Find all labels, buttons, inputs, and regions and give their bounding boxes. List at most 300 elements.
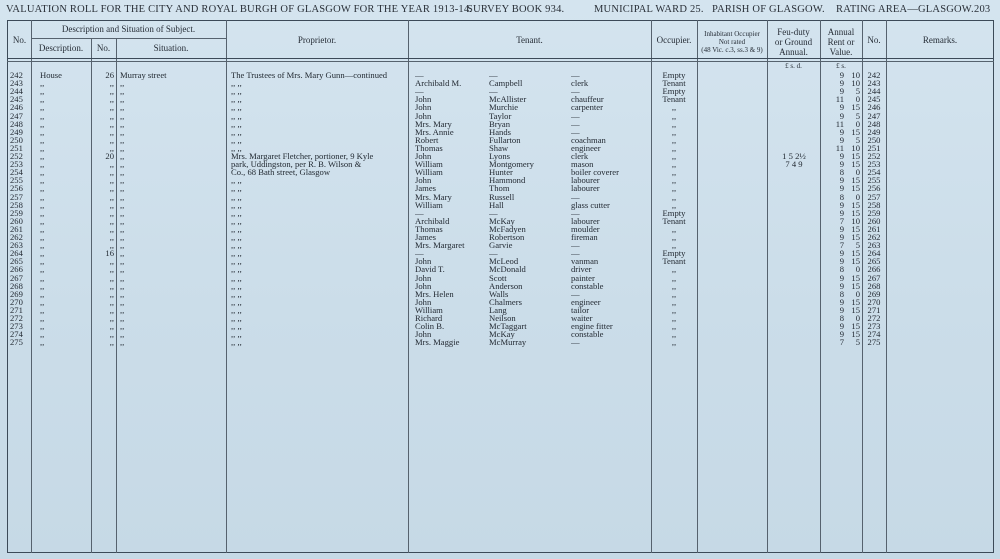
- row-sub-no: ,,: [109, 273, 114, 283]
- row-proprietor: ,, ,,: [231, 257, 242, 267]
- row-occupier-status: ,,: [671, 273, 677, 283]
- row-tenant-last: Russell: [489, 192, 515, 202]
- row-occupation: labourer: [571, 176, 600, 186]
- row-tenant-first: John: [415, 95, 432, 105]
- row-occupation: —: [571, 111, 580, 121]
- row-rent-pounds: 9: [839, 103, 844, 113]
- row-situation: ,,: [120, 241, 125, 251]
- row-no: 259: [10, 208, 23, 218]
- row-occupation: engine fitter: [571, 322, 613, 332]
- row-no: 271: [10, 305, 23, 315]
- row-occupier-status: ,,: [671, 103, 677, 113]
- row-description: ,,: [40, 241, 45, 251]
- row-rent-shillings: 15: [851, 152, 860, 161]
- row-occupier-status: ,,: [671, 241, 677, 251]
- row-proprietor: ,, ,,: [231, 330, 242, 340]
- row-tenant-first: John: [415, 297, 432, 307]
- row-description: ,,: [40, 322, 45, 332]
- row-tenant-first: —: [415, 71, 424, 80]
- row-no-right: 255: [867, 176, 881, 186]
- row-rent-shillings: 5: [855, 241, 860, 251]
- row-proprietor: ,, ,,: [231, 281, 242, 291]
- row-proprietor: Co., 68 Bath street, Glasgow: [231, 168, 331, 178]
- row-occupier-status: ,,: [671, 184, 677, 194]
- row-proprietor: ,, ,,: [231, 119, 242, 129]
- row-sub-no: ,,: [109, 127, 114, 137]
- row-rent-pounds: 11: [835, 95, 844, 105]
- row-occupation: driver: [571, 265, 592, 275]
- row-no-right: 258: [867, 200, 881, 210]
- rule: [408, 20, 409, 553]
- row-tenant-first: Richard: [415, 314, 443, 323]
- row-tenant-last: Hunter: [489, 168, 513, 178]
- row-occupation: —: [571, 127, 580, 137]
- row-no-right: 259: [867, 208, 881, 218]
- row-tenant-last: Neilson: [489, 314, 516, 323]
- row-tenant-last: —: [489, 249, 498, 259]
- row-rent-shillings: 5: [855, 338, 860, 348]
- row-situation: ,,: [120, 119, 125, 129]
- row-tenant-first: William: [415, 305, 443, 315]
- row-situation: ,,: [120, 127, 125, 137]
- col-no: No.: [12, 35, 27, 45]
- row-proprietor: ,, ,,: [231, 249, 242, 259]
- row-occupier-status: ,,: [671, 322, 677, 332]
- row-description: House: [40, 71, 62, 80]
- row-description: ,,: [40, 314, 45, 323]
- row-rent-pounds: 8: [839, 314, 844, 323]
- row-rent-pounds: 9: [839, 257, 844, 267]
- row-proprietor: ,, ,,: [231, 127, 242, 137]
- row-proprietor: ,, ,,: [231, 241, 242, 251]
- row-occupation: chauffeur: [571, 95, 604, 105]
- row-description: ,,: [40, 233, 45, 242]
- col-rent-1: Annual: [827, 27, 855, 37]
- row-rent-shillings: 15: [851, 200, 860, 210]
- row-no-right: 244: [867, 87, 881, 97]
- row-occupier-status: ,,: [671, 135, 677, 145]
- row-description: ,,: [40, 127, 45, 137]
- row-occupier-status: ,,: [671, 289, 677, 299]
- row-no: 251: [10, 143, 23, 153]
- row-proprietor: ,, ,,: [231, 135, 242, 145]
- row-tenant-last: Garvie: [489, 241, 513, 251]
- row-proprietor: ,, ,,: [231, 87, 242, 97]
- row-situation: ,,: [120, 143, 125, 153]
- row-occupation: constable: [571, 330, 604, 340]
- row-occupier-status: ,,: [671, 152, 677, 161]
- row-occupier-status: ,,: [671, 111, 677, 121]
- row-tenant-first: John: [415, 281, 432, 291]
- row-tenant-first: John: [415, 111, 432, 121]
- row-tenant-first: Robert: [415, 135, 439, 145]
- row-description: ,,: [40, 176, 45, 186]
- row-rent-pounds: 9: [839, 79, 844, 89]
- survey-book: SURVEY BOOK 934.: [467, 4, 565, 15]
- row-rent-pounds: 7: [839, 216, 844, 226]
- row-tenant-last: Hall: [489, 200, 504, 210]
- row-sub-no: ,,: [109, 111, 114, 121]
- col-sub-no: No.: [96, 43, 111, 53]
- row-sub-no: ,,: [109, 216, 114, 226]
- row-no: 244: [10, 87, 23, 97]
- row-sub-no: ,,: [109, 135, 114, 145]
- row-rent-pounds: 9: [839, 297, 844, 307]
- row-proprietor: park, Uddingston, per R. B. Wilson &: [231, 160, 362, 170]
- row-rent-pounds: 8: [839, 265, 844, 275]
- row-situation: ,,: [120, 103, 125, 113]
- row-proprietor: ,, ,,: [231, 143, 242, 153]
- row-no-right: 247: [867, 111, 881, 121]
- row-sub-no: 16: [105, 249, 114, 259]
- row-sub-no: ,,: [109, 305, 114, 315]
- row-proprietor: ,, ,,: [231, 111, 242, 121]
- col-occupier: Occupier.: [656, 35, 692, 45]
- row-proprietor: The Trustees of Mrs. Mary Gunn—continued: [231, 71, 388, 80]
- row-occupation: engineer: [571, 297, 601, 307]
- row-occupier-status: ,,: [671, 330, 677, 340]
- rule: [697, 20, 698, 553]
- row-no: 258: [10, 200, 23, 210]
- row-situation: ,,: [120, 273, 125, 283]
- row-proprietor: ,, ,,: [231, 95, 242, 105]
- row-rent-shillings: 10: [851, 79, 860, 89]
- row-occupier-status: Empty: [662, 87, 686, 97]
- row-tenant-last: Shaw: [489, 143, 509, 153]
- row-proprietor: ,, ,,: [231, 322, 242, 332]
- row-tenant-last: Robertson: [489, 233, 525, 242]
- row-sub-no: ,,: [109, 241, 114, 251]
- row-tenant-last: Lyons: [489, 152, 511, 161]
- row-occupation: —: [571, 338, 580, 348]
- row-situation: ,,: [120, 208, 125, 218]
- row-occupation: clerk: [571, 79, 589, 89]
- row-no-right: 272: [867, 314, 881, 323]
- row-tenant-first: —: [415, 87, 424, 97]
- row-proprietor: ,, ,,: [231, 184, 242, 194]
- row-no: 256: [10, 184, 23, 194]
- row-description: ,,: [40, 111, 45, 121]
- row-tenant-first: William: [415, 168, 443, 178]
- col-no-right: No.: [867, 35, 881, 45]
- row-situation: ,,: [120, 200, 125, 210]
- row-occupier-status: ,,: [671, 176, 677, 186]
- row-sub-no: ,,: [109, 119, 114, 129]
- rule: [116, 38, 117, 553]
- row-occupier-status: ,,: [671, 281, 677, 291]
- row-rent-shillings: 15: [851, 257, 860, 267]
- row-no: 275: [10, 338, 23, 348]
- row-no-right: 248: [867, 119, 881, 129]
- row-sub-no: ,,: [109, 184, 114, 194]
- row-rent-shillings: 15: [851, 281, 860, 291]
- row-rent-shillings: 5: [855, 87, 860, 97]
- row-occupation: waiter: [571, 314, 593, 323]
- row-description: ,,: [40, 87, 45, 97]
- row-description: ,,: [40, 192, 45, 202]
- col-tenant: Tenant.: [516, 35, 543, 45]
- row-occupier-status: ,,: [671, 160, 677, 170]
- row-no-right: 256: [867, 184, 881, 194]
- row-sub-no: ,,: [109, 87, 114, 97]
- row-tenant-last: McDonald: [489, 265, 526, 275]
- row-situation: ,,: [120, 265, 125, 275]
- row-tenant-last: Anderson: [489, 281, 523, 291]
- row-sub-no: ,,: [109, 168, 114, 178]
- row-no-right: 268: [867, 281, 881, 291]
- row-no: 246: [10, 103, 23, 113]
- row-no: 248: [10, 119, 23, 129]
- rule: [226, 20, 227, 553]
- col-feu-2: or Ground: [774, 37, 813, 47]
- col-proprietor: Proprietor.: [297, 35, 337, 45]
- row-sub-no: ,,: [109, 330, 114, 340]
- parish: PARISH OF GLASGOW.: [712, 4, 825, 15]
- row-sub-no: ,,: [109, 257, 114, 267]
- row-occupation: clerk: [571, 152, 589, 161]
- row-no: 264: [10, 249, 23, 259]
- rule: [767, 20, 768, 553]
- row-rent-shillings: 15: [851, 249, 860, 259]
- col-description: Description.: [38, 43, 84, 53]
- row-tenant-last: Thom: [489, 184, 510, 194]
- row-description: ,,: [40, 289, 45, 299]
- row-rent-shillings: 0: [855, 168, 860, 178]
- row-tenant-last: McKay: [489, 330, 515, 340]
- row-situation: ,,: [120, 160, 125, 170]
- row-proprietor: ,, ,,: [231, 200, 242, 210]
- row-rent-shillings: 15: [851, 184, 860, 194]
- row-situation: ,,: [120, 168, 125, 178]
- row-tenant-first: William: [415, 200, 443, 210]
- row-situation: ,,: [120, 289, 125, 299]
- row-rent-pounds: 9: [839, 184, 844, 194]
- rule: [31, 38, 226, 39]
- row-situation: Murray street: [120, 71, 167, 80]
- row-tenant-first: —: [415, 208, 424, 218]
- col-inhabitant-1: Inhabitant Occupier: [704, 30, 760, 38]
- row-no: 261: [10, 224, 23, 234]
- row-occupation: —: [571, 192, 580, 202]
- row-proprietor: ,, ,,: [231, 216, 242, 226]
- row-sub-no: ,,: [109, 224, 114, 234]
- page-number: 203: [974, 4, 991, 15]
- row-proprietor: Mrs. Margaret Fletcher, portioner, 9 Kyle: [231, 152, 374, 161]
- row-no: 255: [10, 176, 23, 186]
- row-no: 260: [10, 216, 23, 226]
- row-rent-pounds: 7: [839, 338, 844, 348]
- row-no: 272: [10, 314, 23, 323]
- row-situation: ,,: [120, 111, 125, 121]
- row-rent-pounds: 9: [839, 273, 844, 283]
- row-no-right: 260: [867, 216, 881, 226]
- row-sub-no: ,,: [109, 79, 114, 89]
- row-sub-no: ,,: [109, 208, 114, 218]
- row-rent-shillings: 15: [851, 127, 860, 137]
- row-sub-no: ,,: [109, 314, 114, 323]
- row-rent-shillings: 15: [851, 305, 860, 315]
- row-rent-pounds: 9: [839, 322, 844, 332]
- row-sub-no: ,,: [109, 200, 114, 210]
- row-situation: ,,: [120, 135, 125, 145]
- row-no: 266: [10, 265, 23, 275]
- row-situation: ,,: [120, 322, 125, 332]
- row-no: 247: [10, 111, 23, 121]
- row-tenant-first: James: [415, 233, 437, 242]
- row-rent-shillings: 0: [855, 314, 860, 323]
- row-rent-shillings: 15: [851, 208, 860, 218]
- row-rent-pounds: 9: [839, 135, 844, 145]
- row-occupation: labourer: [571, 216, 600, 226]
- row-tenant-first: John: [415, 103, 432, 113]
- roll-title: VALUATION ROLL FOR THE CITY AND ROYAL BURGH OF GLASGOW FOR THE YEAR 1913-14.: [6, 4, 473, 15]
- row-occupier-status: Empty: [662, 71, 686, 80]
- row-feu-duty: 1 5 2½: [782, 152, 806, 161]
- row-no-right: 267: [867, 273, 881, 283]
- row-rent-pounds: 8: [839, 168, 844, 178]
- row-occupier-status: Tenant: [662, 95, 686, 105]
- row-rent-shillings: 15: [851, 297, 860, 307]
- row-occupation: fireman: [571, 233, 598, 242]
- row-rent-shillings: 0: [855, 192, 860, 202]
- row-description: ,,: [40, 184, 45, 194]
- row-rent-pounds: 9: [839, 249, 844, 259]
- row-no: 270: [10, 297, 23, 307]
- row-proprietor: ,, ,,: [231, 233, 242, 242]
- row-no: 273: [10, 322, 23, 332]
- page-headline: [6, 4, 996, 18]
- row-situation: ,,: [120, 152, 125, 161]
- col-inhabitant-2: Not rated: [718, 38, 746, 46]
- row-sub-no: ,,: [109, 176, 114, 186]
- row-occupation: glass cutter: [571, 200, 610, 210]
- row-situation: ,,: [120, 330, 125, 340]
- row-sub-no: 26: [105, 71, 114, 80]
- row-proprietor: ,, ,,: [231, 305, 242, 315]
- row-situation: ,,: [120, 314, 125, 323]
- row-tenant-first: John: [415, 273, 432, 283]
- row-no: 268: [10, 281, 23, 291]
- row-description: ,,: [40, 330, 45, 340]
- row-tenant-first: William: [415, 160, 443, 170]
- row-rent-shillings: 10: [851, 71, 860, 80]
- row-occupier-status: Tenant: [662, 257, 686, 267]
- row-description: ,,: [40, 249, 45, 259]
- row-description: ,,: [40, 168, 45, 178]
- row-no-right: 264: [867, 249, 881, 259]
- row-rent-pounds: 9: [839, 127, 844, 137]
- row-tenant-first: Colin B.: [415, 322, 445, 332]
- row-no: 253: [10, 160, 23, 170]
- rule: [31, 20, 32, 553]
- row-description: ,,: [40, 297, 45, 307]
- row-description: ,,: [40, 281, 45, 291]
- row-rent-pounds: 9: [839, 305, 844, 315]
- row-no-right: 265: [867, 257, 881, 267]
- row-tenant-last: McTaggart: [489, 322, 527, 332]
- row-no: 243: [10, 79, 23, 89]
- row-situation: ,,: [120, 224, 125, 234]
- row-rent-pounds: 9: [839, 200, 844, 210]
- row-no: 254: [10, 168, 23, 178]
- row-no: 262: [10, 233, 23, 242]
- row-proprietor: ,, ,,: [231, 265, 242, 275]
- row-no-right: 266: [867, 265, 881, 275]
- row-sub-no: ,,: [109, 95, 114, 105]
- feu-units: £ s. d.: [785, 62, 802, 70]
- row-tenant-first: Mrs. Maggie: [415, 338, 460, 348]
- rule: [7, 58, 994, 59]
- row-occupation: vanman: [571, 257, 599, 267]
- row-proprietor: ,, ,,: [231, 224, 242, 234]
- row-rent-pounds: 11: [835, 119, 844, 129]
- row-sub-no: ,,: [109, 265, 114, 275]
- row-tenant-first: Thomas: [415, 224, 443, 234]
- row-tenant-last: Hammond: [489, 176, 526, 186]
- row-sub-no: ,,: [109, 281, 114, 291]
- row-tenant-first: Mrs. Mary: [415, 119, 452, 129]
- row-description: ,,: [40, 103, 45, 113]
- row-tenant-first: John: [415, 176, 432, 186]
- row-sub-no: ,,: [109, 297, 114, 307]
- row-no: 267: [10, 273, 23, 283]
- row-rent-pounds: 9: [839, 208, 844, 218]
- row-occupation: —: [571, 87, 580, 97]
- row-tenant-last: McKay: [489, 216, 515, 226]
- row-no-right: 261: [867, 224, 881, 234]
- row-proprietor: ,, ,,: [231, 79, 242, 89]
- row-tenant-first: —: [415, 249, 424, 259]
- row-description: ,,: [40, 95, 45, 105]
- row-rent-shillings: 0: [855, 119, 860, 129]
- row-occupier-status: ,,: [671, 265, 677, 275]
- row-description: ,,: [40, 79, 45, 89]
- row-proprietor: ,, ,,: [231, 338, 242, 348]
- row-rent-shillings: 0: [855, 289, 860, 299]
- row-description: ,,: [40, 216, 45, 226]
- row-occupier-status: ,,: [671, 224, 677, 234]
- row-no: 242: [10, 71, 23, 80]
- row-occupation: —: [571, 241, 580, 251]
- row-no-right: 274: [867, 330, 881, 340]
- row-tenant-last: Fullarton: [489, 135, 521, 145]
- row-rent-pounds: 9: [839, 224, 844, 234]
- row-situation: ,,: [120, 257, 125, 267]
- row-tenant-first: James: [415, 184, 437, 194]
- row-situation: ,,: [120, 79, 125, 89]
- row-occupation: —: [571, 71, 580, 80]
- row-tenant-last: Campbell: [489, 79, 523, 89]
- row-rent-pounds: 9: [839, 330, 844, 340]
- row-no-right: 242: [867, 71, 881, 80]
- row-no: 252: [10, 152, 23, 161]
- row-tenant-last: McMurray: [489, 338, 527, 348]
- row-description: ,,: [40, 257, 45, 267]
- row-no: 250: [10, 135, 23, 145]
- row-occupation: boiler coverer: [571, 168, 619, 178]
- row-sub-no: 20: [105, 152, 114, 161]
- row-proprietor: ,, ,,: [231, 176, 242, 186]
- row-tenant-last: —: [489, 71, 498, 80]
- row-sub-no: ,,: [109, 289, 114, 299]
- row-occupier-status: ,,: [671, 305, 677, 315]
- row-description: ,,: [40, 338, 45, 348]
- row-tenant-first: Mrs. Margaret: [415, 241, 465, 251]
- row-rent-shillings: 10: [851, 143, 860, 153]
- row-tenant-last: McLeod: [489, 257, 519, 267]
- row-situation: ,,: [120, 233, 125, 242]
- row-sub-no: ,,: [109, 103, 114, 113]
